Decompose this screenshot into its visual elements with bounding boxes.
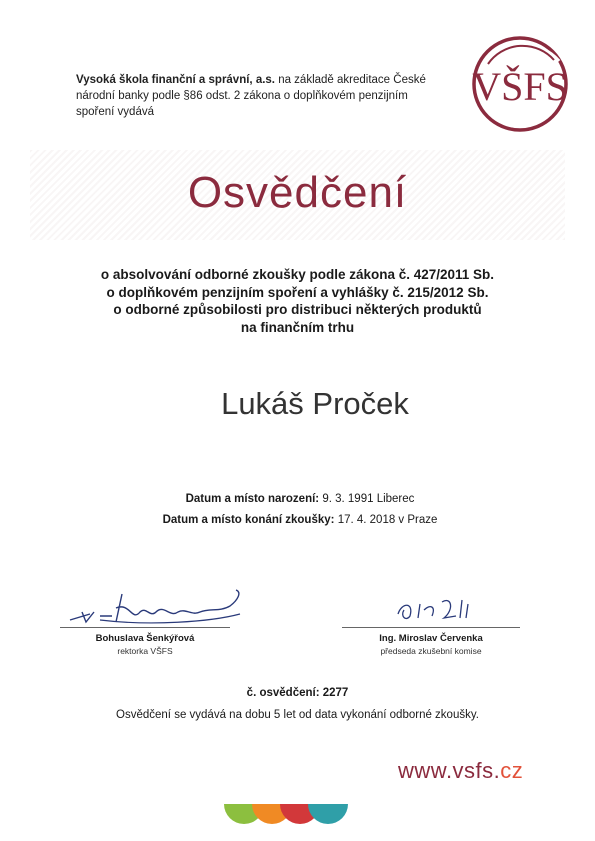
exam-label: Datum a místo konání zkoušky: [162,514,335,526]
certificate-number: č. osvědčení: 2277 [246,687,349,699]
logo-text: VŠFS [472,64,568,109]
right-signer-name: Ing. Miroslav Červenka [379,633,483,644]
issuer-statement [76,72,436,120]
institution-name: Vysoká škola finanční a správní, a.s. [76,74,275,86]
left-signature-line [60,627,230,628]
exam-row [0,510,595,531]
birth-row [0,489,595,510]
exam-value: 17. 4. 2018 v Praze [337,514,438,526]
subtitle-line-1: o absolvování odborné zkoušky podle zákona č. 427/2011 Sb. [100,267,495,282]
right-signer-role: předseda zkušební komise [380,646,482,656]
left-signature-scribble [60,582,260,632]
validity-note: Osvědčení se vydává na dobu 5 let od data vykonání odborné zkoušky. [116,709,479,721]
birth-label: Datum a místo narození: [185,493,320,505]
subtitle-line-4: na finančním trhu [240,319,355,335]
certificate-subtitle [70,266,525,336]
issuer-text: na základě akreditace České národní banky podle §86 odst. 2 zákona o doplňkovém penzijním spoření vydává [76,74,426,118]
subtitle-line-3: o odborné způsobilosti pro distribuci některých produktů [113,302,482,317]
left-signer-name: Bohuslava Šenkýřová [95,633,195,644]
birth-value: 9. 3. 1991 Liberec [322,493,415,505]
website-main: www.vsfs. [398,758,501,783]
website-tld: cz [500,758,524,783]
right-signature-line [342,627,520,628]
subtitle-line-2: o doplňkovém penzijním spoření a vyhlášky č. 215/2012 Sb. [106,284,489,300]
exam-details [0,489,595,531]
decorative-colored-dots [222,790,352,830]
website-link[interactable] [398,758,523,784]
left-signer-role: rektorka VŠFS [117,646,173,656]
recipient-name: Lukáš Proček [221,386,409,421]
right-signature-scribble [392,592,492,624]
vsfs-logo [466,28,574,136]
certificate-title: Osvědčení [187,168,408,217]
